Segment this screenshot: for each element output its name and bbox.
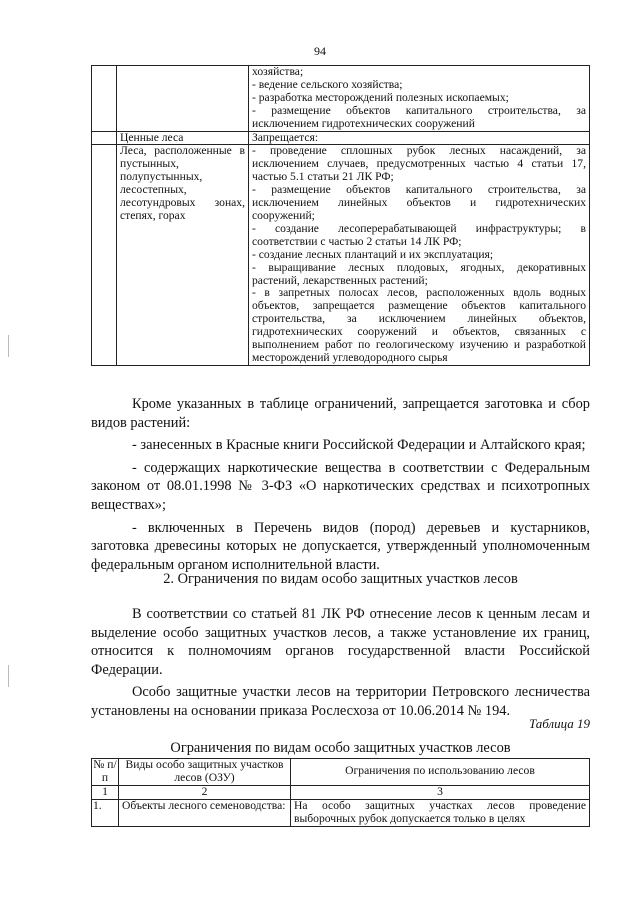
header-cell: 3 — [291, 785, 590, 799]
scan-mark — [8, 665, 9, 687]
header-cell: Ограничения по использованию лесов — [291, 759, 590, 786]
restrictions-table-continued — [91, 65, 590, 366]
table-label: Таблица 19 — [528, 716, 590, 731]
ozu-table — [91, 758, 590, 827]
paragraph: Особо защитные участки лесов на территории Петровского лесничества установлены на основании приказа Рослесхоза от 10.06.2014 № 194. — [91, 684, 590, 719]
table-number-row — [92, 785, 590, 799]
scan-mark — [8, 335, 9, 357]
header-cell: 1 — [92, 785, 119, 799]
table-cell: На особо защитных участках лесов проведение выборочных рубок допускается только в целях — [291, 799, 590, 826]
table-cell: Объекты лесного семеноводства: — [119, 799, 291, 826]
section-title: 2. Ограничения по видам особо защитных участков лесов — [163, 571, 518, 587]
table-cell — [249, 66, 590, 132]
paragraph: Кроме указанных в таблице ограничений, запрещается заготовка и сбор видов растений: — [91, 396, 590, 431]
table-row — [92, 66, 590, 132]
cell-line: хозяйства; - ведение сельского хозяйства; - разработка месторождений полезных ископаемых; - размещение объектов капитального строительства, за исключением гидротехнических сооружений — [252, 65, 586, 130]
table-cell — [92, 66, 117, 132]
header-cell: 2 — [119, 785, 291, 799]
table-cell: Леса, расположенные в пустынных, полупустынных, лесостепных, лесотундровых зонах, степях, горах — [117, 145, 249, 365]
prose-block-2 — [91, 605, 590, 721]
table-row — [92, 799, 590, 826]
table-cell — [117, 66, 249, 132]
paragraph: - занесенных в Красные книги Российской Федерации и Алтайского края; — [132, 437, 586, 454]
table-cell — [92, 145, 117, 365]
table-row — [92, 131, 590, 145]
table-row — [92, 145, 590, 365]
table-header-row — [92, 759, 590, 786]
paragraph: - включенных в Перечень видов (пород) деревьев и кустарников, заготовка древесины которых не допускается, утвержденный уполномоченным федеральным органом исполнительной власти. — [91, 519, 590, 573]
table-cell — [249, 145, 590, 365]
table-title: Ограничения по видам особо защитных участков лесов — [170, 740, 511, 756]
page-number: 94 — [314, 44, 326, 58]
table-cell: Ценные леса — [117, 131, 249, 145]
paragraph: - содержащих наркотические вещества в соответствии с Федеральным законом от 08.01.1998 № 3-ФЗ «О наркотических средствах и психотропных веществах»; — [91, 459, 590, 513]
header-cell: Виды особо защитных участков лесов (ОЗУ) — [119, 759, 291, 786]
paragraph: В соответствии со статьей 81 ЛК РФ отнесение лесов к ценным лесам и выделение особо защитных участков лесов, а также установление их границ, относится к полномочиям органов государственной власти Российской Федерации. — [91, 606, 590, 678]
prose-block — [91, 395, 590, 574]
table-cell: Запрещается: — [249, 131, 590, 145]
table-cell: 1. — [92, 799, 119, 826]
header-cell: № п/п — [93, 758, 117, 784]
cell-text: - проведение сплошных рубок лесных насаждений, за исключением случаев, предусмотренных частью 4 статьи 17, частью 5.1 статьи 21 ЛК РФ; - размещение объектов капитального строительства, за исключением линейных объектов и гидротехнических сооружений; - создание лесоперерабатывающей инфраструктуры; в соответствии с частью 2 статьи 14 ЛК РФ; - создание лесных плантаций и их эксплуатация; - выращивание лесных плодовых, ягодных, декоративных растений, лекарственных растений; - в запретных полосах лесов, расположенных вдоль водных объектов, запрещается размещение объектов капитального строительства, за исключением линейных объектов, гидротехнических сооружений и объектов, связанных с выполнением работ по геологическому изучению и разработкой месторождений углеводородного сырья — [252, 144, 586, 364]
table-cell — [92, 131, 117, 145]
